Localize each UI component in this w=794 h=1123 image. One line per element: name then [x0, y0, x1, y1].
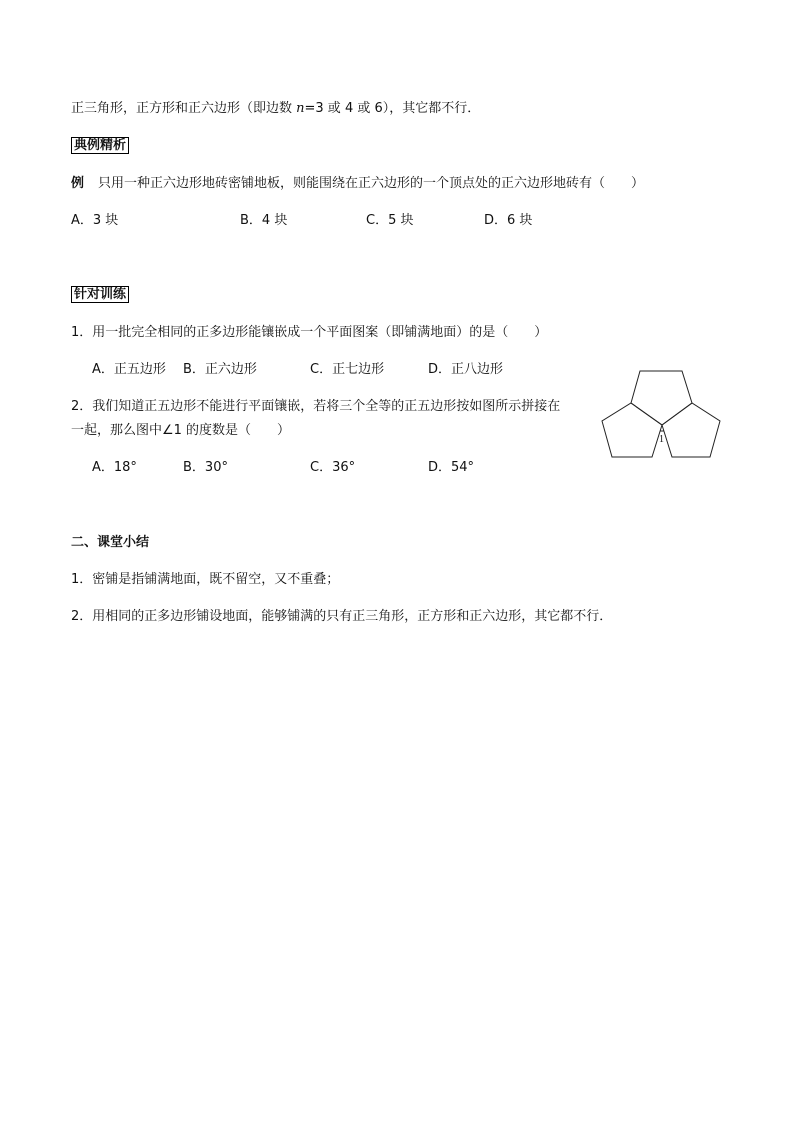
q2-option-d: D．54°: [428, 460, 475, 475]
summary-heading: 二、课堂小结: [71, 535, 150, 550]
intro-variable: n: [296, 101, 305, 116]
question-1-text: 1．用一批完全相同的正多边形能镶嵌成一个平面图案（即铺满地面）的是（ ）: [71, 325, 548, 340]
left-pentagon: [602, 403, 662, 457]
example-option-d: D．6 块: [484, 213, 533, 228]
q2-option-a: A．18°: [92, 460, 137, 475]
example-option-b: B．4 块: [240, 213, 288, 228]
q1-option-d: D．正八边形: [428, 362, 504, 377]
top-pentagon: [631, 371, 692, 425]
q1-option-a: A．正五边形: [92, 362, 166, 377]
q2-option-c: C．36°: [310, 460, 356, 475]
example-section: [71, 137, 129, 155]
angle-1-label: 1: [659, 434, 664, 445]
example-question-text: 只用一种正六边形地砖密铺地板，则能围绕在正六边形的一个顶点处的正六边形地砖有（ ）: [98, 176, 645, 191]
question-2-line-2: 一起，那么图中∠1 的度数是（ ）: [71, 423, 291, 438]
three-pentagons-figure: [600, 365, 730, 465]
intro-text-after: =3 或 4 或 6），其它都不行．: [304, 101, 481, 116]
summary-item-1: 1．密铺是指铺满地面，既不留空，又不重叠；: [71, 572, 340, 587]
question-2-line-1: 2．我们知道正五边形不能进行平面镶嵌，若将三个全等的正五边形按如图所示拼接在: [71, 399, 561, 414]
right-pentagon: [662, 403, 720, 457]
example-question: [71, 175, 644, 193]
example-option-a: A．3 块: [71, 213, 119, 228]
training-section: [71, 286, 129, 304]
summary-item-2: 2．用相同的正多边形铺设地面，能够铺满的只有正三角形，正方形和正六边形，其它都不行．: [71, 609, 613, 624]
q1-option-b: B．正六边形: [183, 362, 257, 377]
q1-option-c: C．正七边形: [310, 362, 385, 377]
training-heading: 针对训练: [71, 286, 129, 303]
example-option-c: C．5 块: [366, 213, 414, 228]
example-heading: 典例精析: [71, 137, 129, 154]
intro-text-before: 正三角形，正方形和正六边形（即边数: [71, 101, 297, 116]
intro-paragraph: [71, 100, 480, 118]
q2-option-b: B．30°: [183, 460, 228, 475]
example-label: 例: [71, 176, 85, 191]
